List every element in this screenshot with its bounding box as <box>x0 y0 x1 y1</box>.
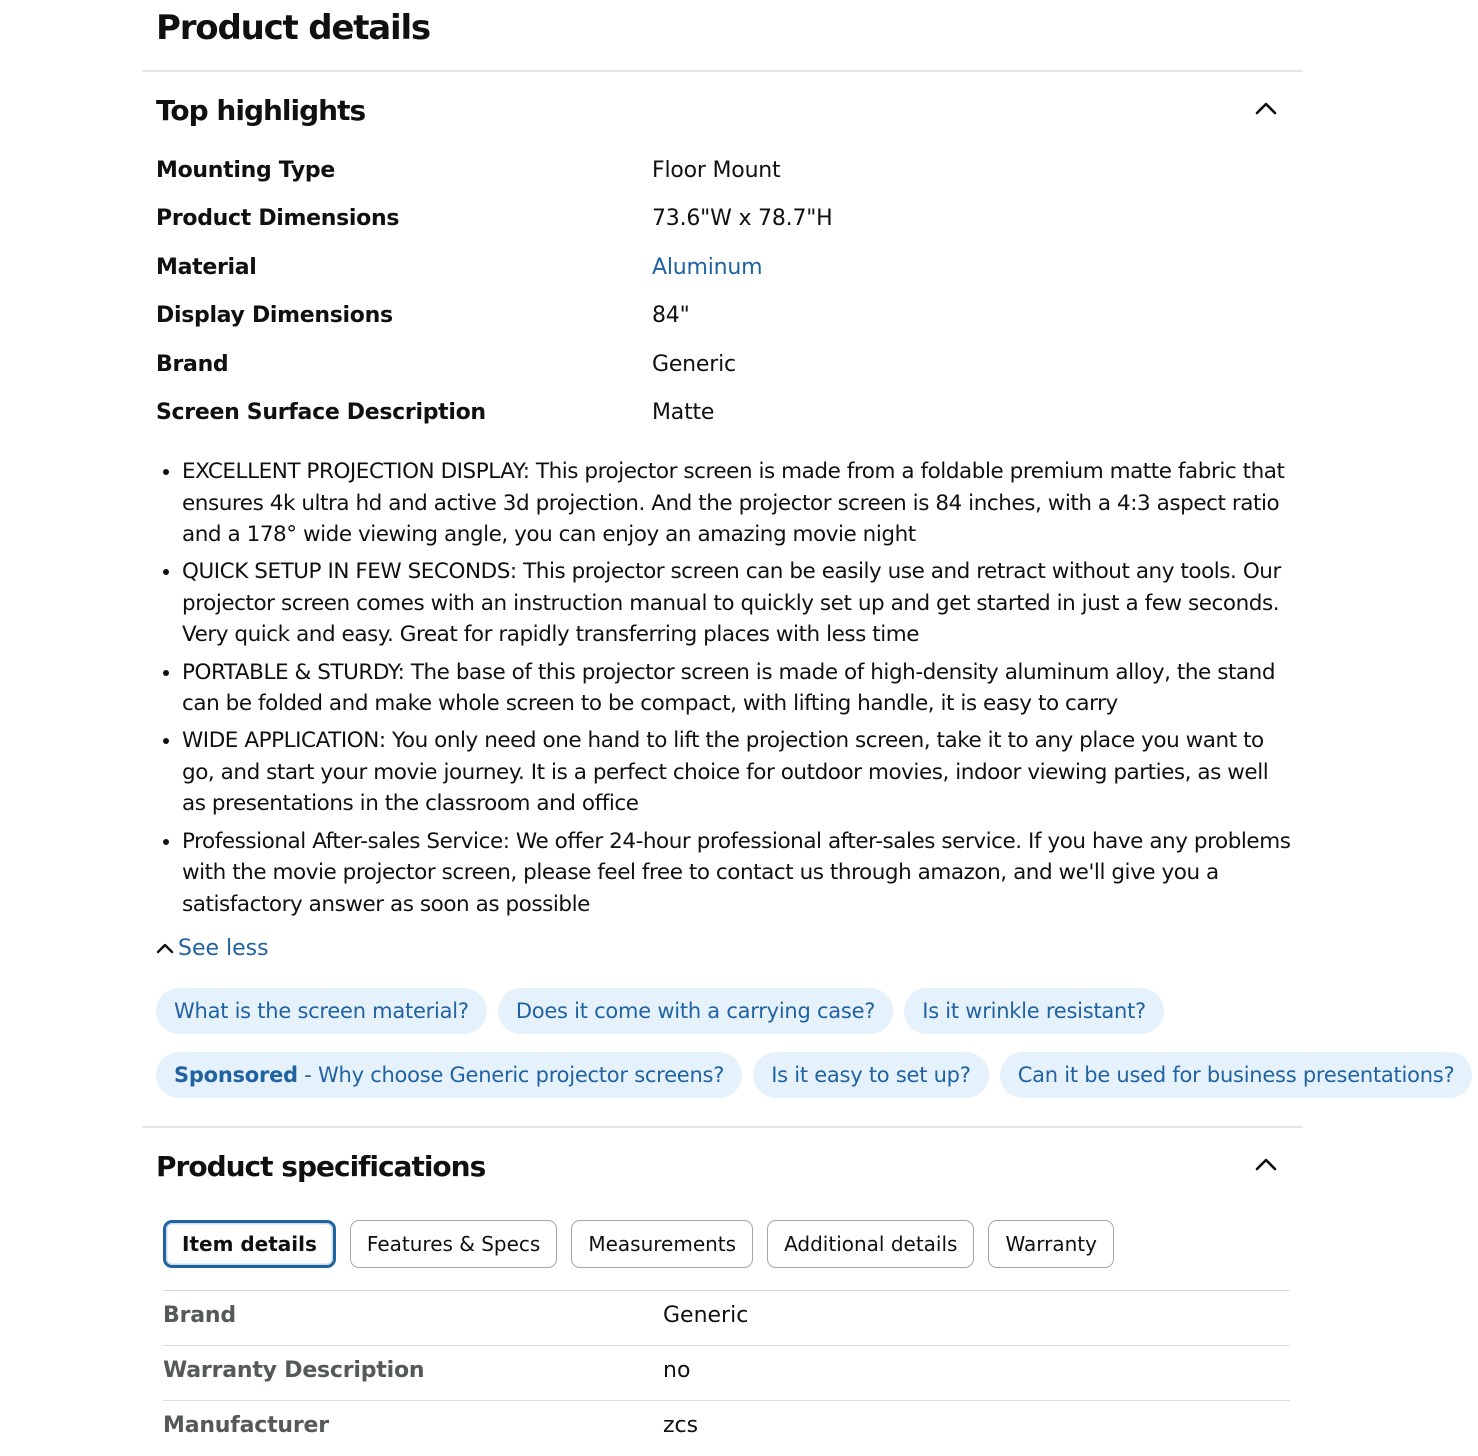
highlight-key: Brand <box>156 352 229 377</box>
see-less-label: See less <box>178 935 269 961</box>
tab-additional-details[interactable]: Additional details <box>767 1220 974 1268</box>
feature-bullet: • EXCELLENT PROJECTION DISPLAY: This projector screen is made from a foldable premium matte fabric that ensures 4k ultra hd and active 3d projection. And the projector screen is 84 inches, with a 4:3 aspect ratio and a 178° wide viewing angle, you can enjoy an amazing movie night <box>182 456 1296 551</box>
question-chip[interactable]: Is it wrinkle resistant? <box>904 988 1164 1034</box>
see-less-button[interactable] <box>156 932 269 964</box>
chevron-up-icon <box>156 942 174 954</box>
feature-bullet-list <box>156 456 1296 926</box>
highlight-row-display-dimensions <box>156 299 1286 339</box>
sponsored-label: Sponsored <box>174 1063 298 1087</box>
feature-bullet: • Professional After-sales Service: We offer 24-hour professional after-sales service. If you have any problems with the movie projector screen, please feel free to contact us through amazon, and we'll give you a satisfactory answer as soon as possible <box>182 826 1296 921</box>
tab-measurements[interactable]: Measurements <box>571 1220 753 1268</box>
tab-warranty[interactable]: Warranty <box>988 1220 1113 1268</box>
highlight-value: Floor Mount <box>652 158 781 183</box>
question-chips-row-2 <box>156 1052 1455 1100</box>
highlight-value: Matte <box>652 400 715 425</box>
highlight-key: Product Dimensions <box>156 206 400 231</box>
question-chips-row-1 <box>156 988 1309 1036</box>
highlight-row-material <box>156 251 1286 291</box>
spec-key: Warranty Description <box>163 1358 425 1383</box>
spec-key: Manufacturer <box>163 1413 329 1438</box>
spec-value: no <box>663 1358 691 1383</box>
highlight-key: Display Dimensions <box>156 303 393 328</box>
highlight-key: Mounting Type <box>156 158 335 183</box>
spec-row-warranty-description <box>163 1345 1290 1401</box>
tab-features-specs[interactable]: Features & Specs <box>350 1220 557 1268</box>
chevron-up-icon <box>1255 101 1277 115</box>
feature-bullet: • PORTABLE & STURDY: The base of this projector screen is made of high-density aluminum alloy, the stand can be folded and make whole screen to be compact, with lifting handle, it is easy to carry <box>182 657 1296 720</box>
highlight-value: 73.6"W x 78.7"H <box>652 206 833 231</box>
question-chip[interactable]: Can it be used for business presentations? <box>1000 1052 1473 1098</box>
section-divider <box>142 1126 1303 1128</box>
highlight-row-mounting-type <box>156 154 1286 194</box>
highlight-row-product-dimensions <box>156 202 1286 242</box>
spec-value: zcs <box>663 1413 699 1438</box>
spec-row-manufacturer <box>163 1400 1290 1456</box>
question-chip[interactable]: What is the screen material? <box>156 988 487 1034</box>
sponsored-question-chip[interactable] <box>156 1052 742 1098</box>
top-highlights-heading: Top highlights <box>156 94 366 127</box>
material-link[interactable]: Aluminum <box>652 255 763 280</box>
question-chip[interactable]: Does it come with a carrying case? <box>498 988 893 1034</box>
section-divider <box>142 70 1303 72</box>
spec-key: Brand <box>163 1303 236 1328</box>
highlight-key: Material <box>156 255 257 280</box>
spec-row-brand <box>163 1290 1290 1346</box>
highlight-value: 84" <box>652 303 690 328</box>
page-title: Product details <box>156 8 430 48</box>
highlight-row-screen-surface <box>156 396 1286 436</box>
chevron-up-icon <box>1255 1157 1277 1171</box>
highlight-value: Generic <box>652 352 736 377</box>
collapse-top-highlights-button[interactable] <box>1246 92 1286 124</box>
spec-value: Generic <box>663 1303 749 1328</box>
highlight-key: Screen Surface Description <box>156 400 486 425</box>
product-specifications-heading: Product specifications <box>156 1150 486 1183</box>
tab-item-details[interactable]: Item details <box>163 1220 336 1268</box>
collapse-specifications-button[interactable] <box>1246 1148 1286 1180</box>
feature-bullet: • WIDE APPLICATION: You only need one hand to lift the projection screen, take it to any place you want to go, and start your movie journey. It is a perfect choice for outdoor movies, indoor viewing parties, as well as presentations in the classroom and office <box>182 725 1296 820</box>
question-chip[interactable]: Is it easy to set up? <box>753 1052 988 1098</box>
highlight-row-brand <box>156 348 1286 388</box>
spec-tabs <box>163 1220 1114 1268</box>
feature-bullet: • QUICK SETUP IN FEW SECONDS: This projector screen can be easily use and retract without any tools. Our projector screen comes with an instruction manual to quickly set up and get started in just a few seconds. Very quick and easy. Great for rapidly transferring places with less time <box>182 556 1296 651</box>
sponsored-question-text: - Why choose Generic projector screens? <box>297 1063 725 1087</box>
